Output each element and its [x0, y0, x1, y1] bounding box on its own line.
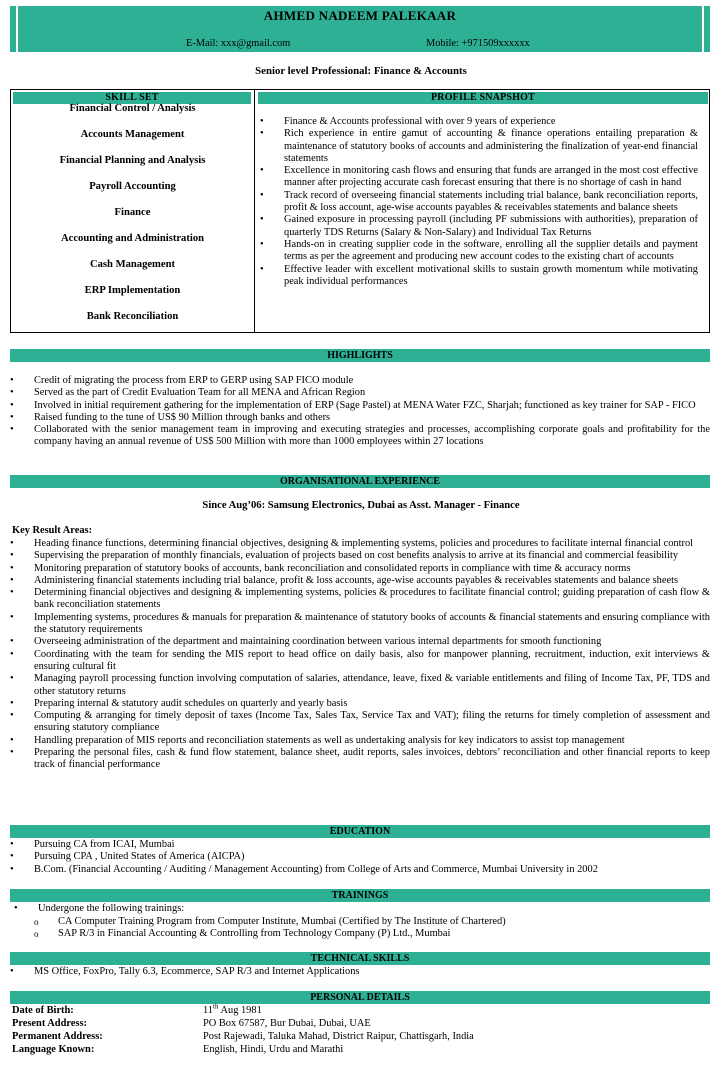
skill-item: Bank Reconciliation — [86, 311, 179, 322]
skill-item: Cash Management — [89, 259, 176, 270]
list-item: • Preparing internal & statutory audit schedules on quarterly and yearly basis — [10, 698, 710, 710]
list-item: • Hands-on in creating supplier code in the software, enrolling all the supplier details and payment terms as per the agreement and producing new account codes to the existing chart of accounts — [260, 239, 698, 264]
skill-item: Financial Control / Analysis — [69, 103, 196, 114]
list-item: • Computing & arranging for timely deposit of taxes (Income Tax, Sales Tax, Service Tax and VAT); filing the returns for timely completion of assessment and ensuring statutory compliance — [10, 710, 710, 735]
highlights-heading: HIGHLIGHTS — [10, 349, 710, 362]
technical-skills-list — [10, 966, 710, 978]
permanent-address-label: Permanent Address: — [12, 1031, 103, 1042]
trainings-intro: • Undergone the following trainings: — [10, 903, 710, 915]
skills-profile-box — [10, 89, 710, 333]
list-item: • MS Office, FoxPro, Tally 6.3, Ecommerce, SAP R/3 and Internet Applications — [10, 966, 710, 978]
list-item: • Track record of overseeing financial statements including trial balance, bank reconciliation reports, profit & loss account, age-wise accounts payables & receivables statements and balance sheets — [260, 190, 698, 215]
experience-heading: ORGANISATIONAL EXPERIENCE — [10, 475, 710, 488]
education-heading: EDUCATION — [10, 825, 710, 838]
list-item: • Supervising the preparation of monthly financials, evaluation of projects based on cost benefits analysis to arrive at its financial and commercial feasibility — [10, 550, 710, 562]
list-item: • Coordinating with the team for sending the MIS report to head office on daily basis, also for manpower planning, recruitment, induction, exit interviews & ensuring cultural fit — [10, 649, 710, 674]
list-item: • Pursuing CA from ICAI, Mumbai — [10, 839, 710, 851]
list-item: • Implementing systems, procedures & manuals for preparation & maintenance of statutory books of accounts & financial statements and ensuring compliance with the statutory requirements — [10, 612, 710, 637]
box-divider — [254, 90, 255, 332]
permanent-address-value: Post Rajewadi, Taluka Mahad, District Raipur, Chattisgarh, India — [203, 1031, 474, 1042]
list-item: • Credit of migrating the process from ERP to GERP using SAP FICO module — [10, 375, 710, 387]
dob-suffix: th — [213, 1002, 219, 1011]
skill-item: Accounts Management — [80, 129, 185, 140]
list-item: • Gained exposure in processing payroll (including PF submissions with authorities), preparation of quarterly TDS Returns (Salary & Non-Salary) and Individual Tax Returns — [260, 214, 698, 239]
list-item: • Heading finance functions, determining financial objectives, designing & implementing systems, policies and procedures to facilitate internal financial control — [10, 538, 710, 550]
skill-item: ERP Implementation — [84, 285, 181, 296]
list-item: • Administering financial statements including trial balance, profit & loss accounts, age-wise accounts payables & receivables statements and balance sheets — [10, 575, 710, 587]
list-item: • Excellence in monitoring cash flows and ensuring that funds are arranged in the most cost effective manner after projecting accurate cash forecast ensuring that there is no shortage of cash in hand — [260, 165, 698, 190]
trainings-list — [10, 903, 710, 915]
list-item: • Involved in initial requirement gathering for the implementation of ERP (Sage Pastel) at MENA Water FZC, Sharjah; functioned as key trainer for SAP - FICO — [10, 400, 710, 412]
list-item: • Preparing the personal files, cash & fund flow statement, balance sheet, audit reports, sales invoices, debtors’ reconciliation and other financial reports to keep track of financial performance — [10, 747, 710, 772]
list-item: • Overseeing administration of the department and maintaining coordination between various internal departments for smooth functioning — [10, 636, 710, 648]
key-result-areas-list — [10, 538, 710, 772]
skill-item: Payroll Accounting — [89, 181, 176, 192]
list-item: o SAP R/3 in Financial Accounting & Controlling from Technology Company (P) Ltd., Mumbai — [10, 928, 710, 940]
key-result-areas-label: Key Result Areas: — [12, 525, 93, 536]
experience-role: Since Aug’06: Samsung Electronics, Dubai as Asst. Manager - Finance — [202, 500, 520, 511]
list-item: o CA Computer Training Program from Computer Institute, Mumbai (Certified by The Institute of Chartered) — [10, 916, 710, 928]
contact-mobile: Mobile: +971509xxxxxx — [426, 38, 530, 49]
skill-set-heading: SKILL SET — [13, 92, 251, 104]
trainings-sublist — [10, 916, 710, 941]
language-value: English, Hindi, Urdu and Marathi — [203, 1044, 344, 1055]
skill-item: Accounting and Administration — [60, 233, 205, 244]
list-item: • Effective leader with excellent motivational skills to sustain growth momentum while motivating peak individual performances — [260, 264, 698, 289]
list-item: • B.Com. (Financial Accounting / Auditing / Management Accounting) from College of Arts and Commerce, Mumbai University in 2002 — [10, 864, 710, 876]
list-item: • Finance & Accounts professional with over 9 years of experience — [260, 116, 698, 128]
list-item: • Served as the part of Credit Evaluation Team for all MENA and African Region — [10, 387, 710, 399]
contact-email: E-Mail: xxx@gmail.com — [186, 38, 291, 49]
resume-header — [10, 6, 710, 52]
trainings-heading: TRAININGS — [10, 889, 710, 902]
profile-snapshot-heading: PROFILE SNAPSHOT — [258, 92, 708, 104]
list-item: • Rich experience in entire gamut of accounting & finance operations entailing preparation & maintenance of statutory books of accounts and administering the finalization of year-end financial statements — [260, 128, 698, 165]
skill-item: Finance — [114, 207, 151, 218]
professional-title: Senior level Professional: Finance & Accounts — [255, 65, 467, 77]
technical-skills-heading: TECHNICAL SKILLS — [10, 952, 710, 965]
dob-label: Date of Birth: — [12, 1005, 74, 1016]
list-item: • Handling preparation of MIS reports and reconciliation statements as well as undertaking analysis for key indicators to assist top management — [10, 735, 710, 747]
present-address-value: PO Box 67587, Bur Dubai, Dubai, UAE — [203, 1018, 371, 1029]
list-item: • Pursuing CPA , United States of America (AICPA) — [10, 851, 710, 863]
list-item: • Managing payroll processing function involving computation of salaries, attendance, leave, fixed & variable entitlements and filing of Income Tax, PF, TDS and other statutory returns — [10, 673, 710, 698]
list-item: • Raised funding to the tune of US$ 90 Million through banks and others — [10, 412, 710, 424]
dob-value — [203, 1002, 262, 1017]
profile-snapshot-list — [260, 116, 698, 288]
list-item: • Collaborated with the senior management team in improving and executing strategies and processes, accomplishing corporate goals and profitability for the company having an annual revenue of US$ 500 Million with more than 1000 employees within 27 locations — [10, 424, 710, 449]
personal-details-heading: PERSONAL DETAILS — [10, 991, 710, 1004]
highlights-list — [10, 375, 710, 449]
dob-day: 11 — [203, 1005, 214, 1016]
candidate-name: AHMED NADEEM PALEKAAR — [263, 8, 457, 23]
list-item: • Determining financial objectives and designing & implementing systems, policies & procedures to facilitate financial control; guiding preparation of cash flow & bank reconciliation statements — [10, 587, 710, 612]
skill-item: Financial Planning and Analysis — [59, 155, 206, 166]
present-address-label: Present Address: — [12, 1018, 87, 1029]
list-item: • Monitoring preparation of statutory books of accounts, bank reconciliation and consolidated reports in compliance with time & accuracy norms — [10, 563, 710, 575]
dob-rest: Aug 1981 — [218, 1005, 262, 1016]
language-label: Language Known: — [12, 1044, 95, 1055]
education-list — [10, 839, 710, 876]
